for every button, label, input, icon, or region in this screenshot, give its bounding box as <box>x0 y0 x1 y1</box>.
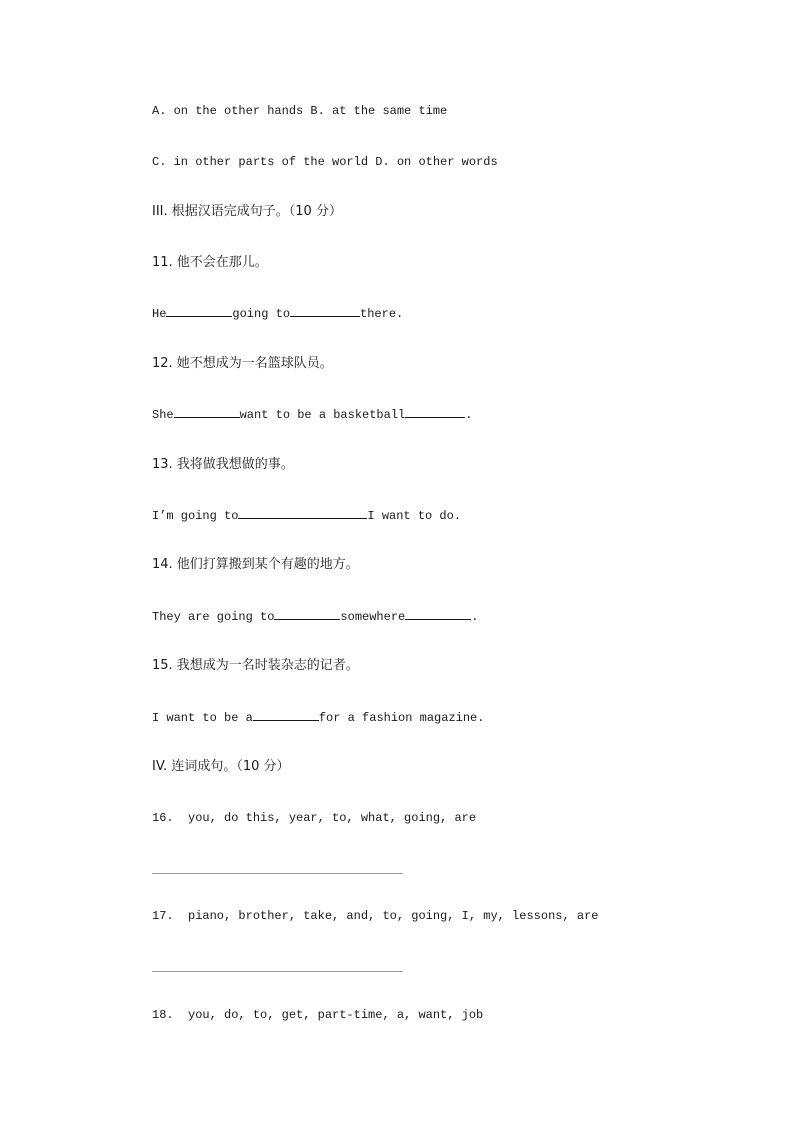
question-17-words: 17. piano, brother, take, and, to, going, I, my, lessons, are <box>152 909 599 923</box>
question-11-sentence <box>152 304 403 323</box>
sentence-text: I want to do. <box>367 509 462 523</box>
answer-blank[interactable] <box>166 304 232 317</box>
sentence-text: want to be a basketball <box>239 408 406 422</box>
sentence-text: He <box>152 307 167 321</box>
sentence-text: They are going to <box>152 610 275 624</box>
question-13-chinese: 13. 我将做我想做的事。 <box>152 457 294 472</box>
option-line-cd: C. in other parts of the world D. on other words <box>152 155 498 169</box>
question-15-chinese: 15. 我想成为一名时装杂志的记者。 <box>152 658 359 673</box>
question-16-words: 16. you, do this, year, to, what, going, are <box>152 811 477 825</box>
question-15-sentence <box>152 708 484 727</box>
sentence-text: . <box>465 408 473 422</box>
answer-blank[interactable] <box>253 708 319 721</box>
answer-blank[interactable] <box>274 607 340 620</box>
sentence-text: for a fashion magazine. <box>318 711 485 725</box>
question-14-chinese: 14. 他们打算搬到某个有趣的地方。 <box>152 557 359 572</box>
question-14-sentence <box>152 607 478 626</box>
answer-blank[interactable] <box>238 506 367 519</box>
section-heading-translation: III. 根据汉语完成句子。（10 分） <box>152 204 342 219</box>
question-12-sentence <box>152 405 472 424</box>
answer-line[interactable] <box>152 971 403 972</box>
answer-blank[interactable] <box>290 304 360 317</box>
section-heading-word-order: IV. 连词成句。（10 分） <box>152 759 290 774</box>
question-18-words: 18. you, do, to, get, part-time, a, want, job <box>152 1008 484 1022</box>
sentence-text: I’m going to <box>152 509 239 523</box>
sentence-text: She <box>152 408 174 422</box>
answer-blank[interactable] <box>174 405 240 418</box>
option-line-ab: A. on the other hands B. at the same time <box>152 104 448 118</box>
sentence-text: somewhere <box>340 610 406 624</box>
answer-blank[interactable] <box>405 405 465 418</box>
question-11-chinese: 11. 他不会在那儿。 <box>152 255 268 270</box>
sentence-text: going to <box>232 307 291 321</box>
answer-blank[interactable] <box>405 607 471 620</box>
question-12-chinese: 12. 她不想成为一名篮球队员。 <box>152 356 333 371</box>
question-13-sentence <box>152 506 461 525</box>
answer-line[interactable] <box>152 873 403 874</box>
sentence-text: I want to be a <box>152 711 253 725</box>
sentence-text: there. <box>360 307 404 321</box>
sentence-text: . <box>471 610 479 624</box>
